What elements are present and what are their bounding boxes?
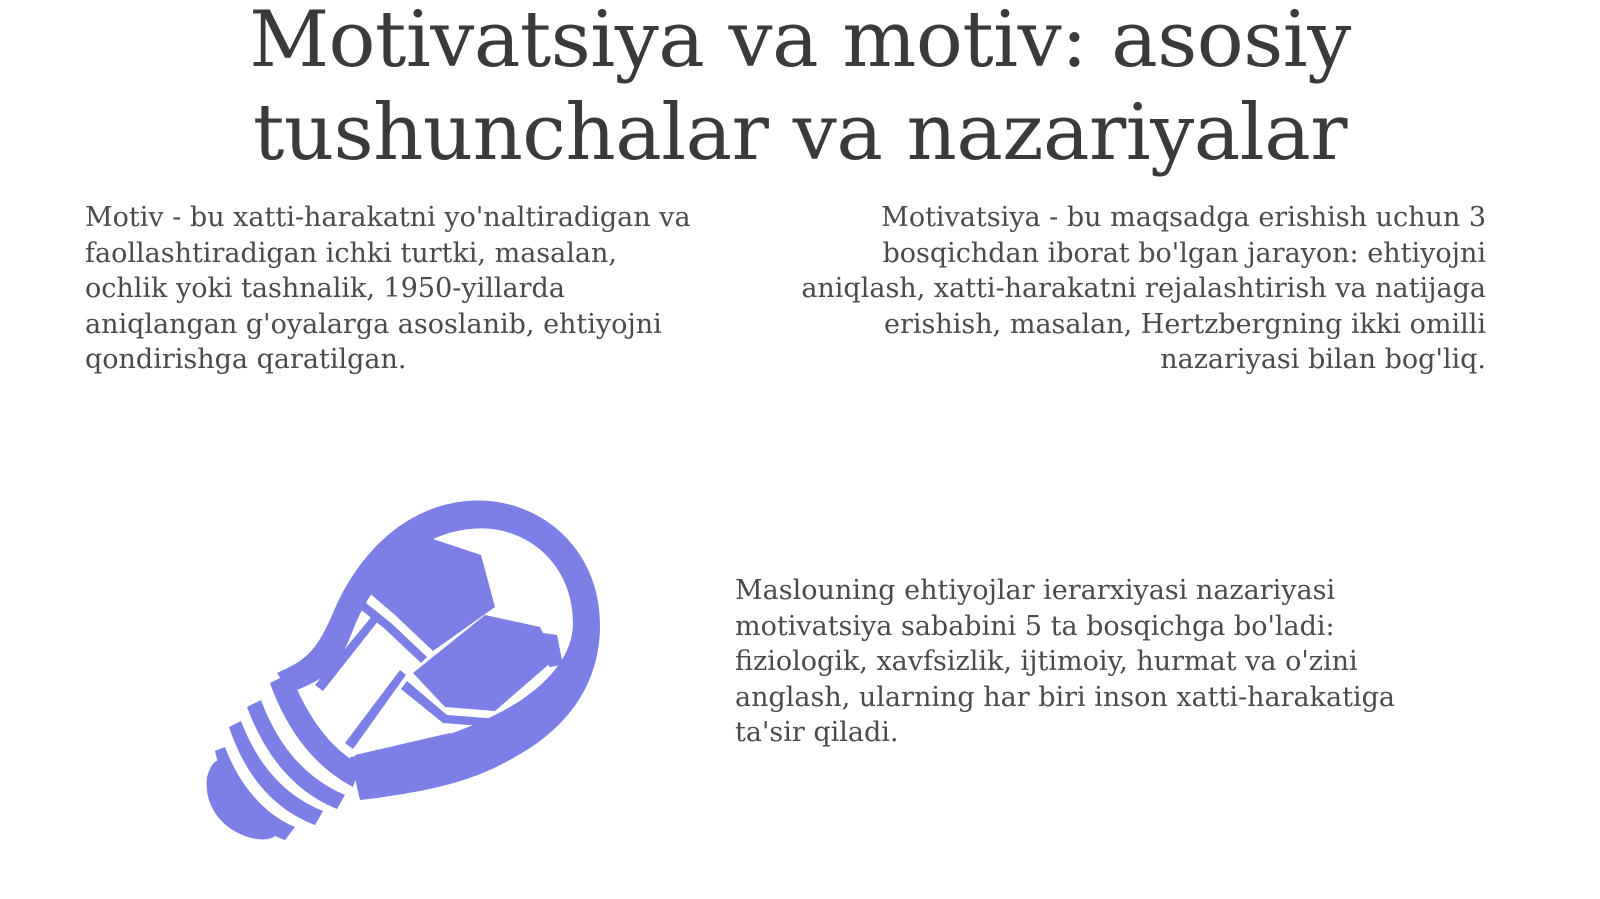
paragraph-motiv-definition: Motiv - bu xatti-harakatni yo'naltiradigan va faollashtiradigan ichki turtki, masalan, ochlik yoki tashnalik, 1950-yillarda aniqlangan g'oyalarga asoslanib, ehtiyojni qondirishga qaratilgan. — [85, 202, 691, 375]
slide-title: Motivatsiya va motiv: asosiy tushunchalar va nazariyalar — [249, 0, 1351, 178]
paragraph-motivation-process: Motivatsiya - bu maqsadga erishish uchun 3 bosqichdan iborat bo'lgan jarayon: ehtiyojni aniqlash, xatti-harakatni rejalashtirish va natijaga erishish, masalan, Hertzbergning ikki omilli nazariyasi bilan bog'liq. — [801, 202, 1486, 375]
lightbulb-book-icon — [195, 495, 625, 855]
paragraph-maslow-hierarchy: Maslouning ehtiyojlar ierarxiyasi nazariyasi motivatsiya sababini 5 ta bosqichga bo'ladi: fiziologik, xavfsizlik, ijtimoiy, hurmat va o'zini anglash, ularning har biri inson xatti-harakatiga ta'sir qiladi. — [735, 575, 1395, 748]
